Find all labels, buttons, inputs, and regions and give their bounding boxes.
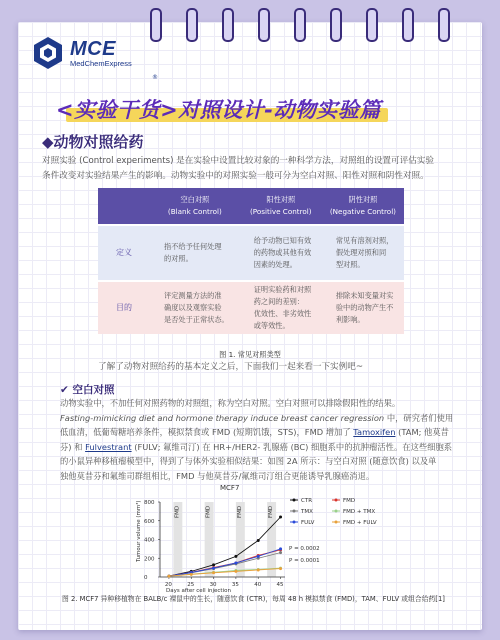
section-heading-blank-control: ✔ 空白对照 xyxy=(60,384,115,396)
intro-paragraph xyxy=(42,154,462,184)
x-tick-label: 45 xyxy=(276,582,284,588)
p-value-label: P = 0.0002 xyxy=(289,546,320,552)
cell-line: 利影响。 xyxy=(335,315,365,324)
data-point xyxy=(167,575,170,578)
legend-label: FMD + FULV xyxy=(343,520,377,526)
binder-rings xyxy=(150,8,480,48)
body-line: 的小鼠异种移植瘤模型中，得到了与体外实验相似结果：如图 2A 所示：与空白对照 (随意饮食) 以及单 xyxy=(60,456,437,466)
cell-line: 验中的动物产生不 xyxy=(335,303,394,312)
data-point xyxy=(190,573,193,576)
body-line xyxy=(60,440,470,455)
y-tick-label: 400 xyxy=(144,537,155,544)
table-cell xyxy=(150,225,240,281)
cell-line: 给予动物已知有效 xyxy=(253,236,312,245)
legend-label: FMD xyxy=(343,498,356,504)
data-point xyxy=(212,567,215,570)
cell-line: 或等效性。 xyxy=(253,321,290,330)
legend-label: FULV xyxy=(301,520,315,526)
legend-marker xyxy=(293,499,296,502)
y-tick-label: 600 xyxy=(144,518,155,525)
table-row xyxy=(98,281,404,334)
body-text: (FULV; 氟维司汀) 在 HR+/HER2- 乳腺癌 (BC) 细胞系中的抗肿瘤活性。在这些细胞系 xyxy=(131,441,453,452)
data-point xyxy=(234,561,237,564)
cell-line: 因素的处理。 xyxy=(253,260,297,269)
legend-marker xyxy=(335,521,338,524)
control-types-table xyxy=(98,188,404,334)
x-tick-label: 25 xyxy=(187,582,195,588)
data-point xyxy=(257,555,260,558)
legend-label: FMD + TMX xyxy=(343,509,376,515)
body-line xyxy=(60,411,470,426)
body-line: 独他莫昔芬和氟维司群组相比，FMD 与他莫昔芬/氟维司汀组合更能诱导乳腺癌消退。 xyxy=(60,470,375,481)
data-point xyxy=(234,570,237,573)
figure-1-caption: 图 1. 常见对照类型 xyxy=(219,350,281,359)
header-zh: 空白对照 xyxy=(180,195,210,204)
data-point xyxy=(234,555,237,558)
table-cell xyxy=(240,281,322,334)
fmd-label: FMD xyxy=(236,505,243,518)
y-axis-label: Tumour volume (mm³) xyxy=(136,500,142,562)
legend-marker xyxy=(335,499,338,502)
cell-line: 指不给予任何处理 xyxy=(164,242,222,251)
binder-ring xyxy=(330,8,342,42)
table-header xyxy=(240,188,322,225)
x-tick-label: 35 xyxy=(231,582,239,588)
cell-line: 药之间的差别： xyxy=(253,297,305,306)
table-header-row xyxy=(98,188,404,225)
tamoxifen-link[interactable]: Tamoxifen xyxy=(353,427,396,437)
body-text: 芬) 和 xyxy=(60,441,86,452)
cell-line: 确度以及观察实验 xyxy=(164,303,222,312)
legend-marker xyxy=(293,510,296,513)
data-point xyxy=(279,567,282,570)
cell-line: 的药物或其他有效 xyxy=(253,248,312,257)
row-label: 目的 xyxy=(98,281,150,334)
table-cell xyxy=(150,281,240,334)
table-cell xyxy=(322,225,404,281)
binder-ring xyxy=(258,8,270,42)
section-heading-animal-control: ◆动物对照给药 xyxy=(42,133,144,151)
page-title: <实验干货>对照设计-动物实验篇 xyxy=(56,98,381,122)
fmd-label: FMD xyxy=(205,505,212,518)
blank-control-paragraph xyxy=(60,396,470,483)
page-title-block xyxy=(56,92,456,126)
x-axis-label: Days after cell injection xyxy=(166,588,231,594)
table-cell xyxy=(322,281,404,334)
cell-line: 优效性、非劣效性 xyxy=(253,309,312,318)
series-line xyxy=(169,517,281,576)
x-tick-label: 40 xyxy=(254,582,262,588)
table-header xyxy=(150,188,240,225)
table-cell xyxy=(240,225,322,281)
cell-line: 排除未知变量对实 xyxy=(335,291,394,300)
cell-line: 证明实验药和对照 xyxy=(253,285,312,294)
binder-ring xyxy=(402,8,414,42)
registered-mark: ® xyxy=(152,74,158,81)
header-zh: 阳性对照 xyxy=(266,195,296,204)
body-text: (TAM; 他莫昔 xyxy=(395,427,449,437)
logo-name: MCE xyxy=(70,38,116,60)
logo-subtitle: MedChemExpress xyxy=(70,59,132,68)
binder-ring xyxy=(150,8,162,42)
data-point xyxy=(279,516,282,519)
table-header xyxy=(322,188,404,225)
y-tick-label: 0 xyxy=(144,575,148,581)
data-point xyxy=(257,568,260,571)
row-label: 定义 xyxy=(98,225,150,281)
cell-line: 常见有溶剂对照， xyxy=(335,236,394,245)
cell-line: 的对照。 xyxy=(164,254,193,263)
mce-logo[interactable] xyxy=(32,36,158,81)
data-point xyxy=(257,539,260,542)
x-tick-label: 20 xyxy=(164,582,172,588)
x-tick-label: 30 xyxy=(209,582,217,588)
legend-marker xyxy=(293,521,296,524)
legend-label: CTR xyxy=(301,498,313,504)
header-en: (Negative Control) xyxy=(329,207,396,216)
table-corner xyxy=(98,188,150,225)
tumour-growth-chart xyxy=(120,482,380,594)
header-zh: 阴性对照 xyxy=(348,195,378,204)
body-line: 动物实验中，不加任何对照药物的对照组，称为空白对照。空白对照可以排除假阳性的结果。 xyxy=(60,398,401,408)
fmd-label: FMD xyxy=(268,505,275,518)
p-value-label: P = 0.0001 xyxy=(289,558,320,564)
header-en: (Blank Control) xyxy=(167,207,222,216)
data-point xyxy=(279,547,282,550)
data-point xyxy=(279,551,282,554)
cell-line: 型对照。 xyxy=(335,260,365,269)
data-point xyxy=(212,563,215,566)
body-text: 中，研究者们使用 xyxy=(384,412,454,423)
binder-ring xyxy=(438,8,450,42)
binder-ring xyxy=(222,8,234,42)
binder-ring xyxy=(186,8,198,42)
cell-line: 是否处于正常状态。 xyxy=(164,315,229,324)
cell-line: 评定测量方法的准 xyxy=(164,291,222,300)
intro-line: 对照实验 (Control experiments) 是在实验中设置比较对象的一种科学方法，对照组的设置可评估实验 xyxy=(42,156,434,166)
chart-title: MCF7 xyxy=(220,484,240,492)
table-row xyxy=(98,225,404,281)
fulvestrant-link[interactable]: Fulvestrant xyxy=(85,441,132,452)
binder-ring xyxy=(366,8,378,42)
fmd-label: FMD xyxy=(174,505,181,518)
transition-text: 了解了动物对照给药的基本定义之后，下面我们一起来看一下实例吧~ xyxy=(98,362,364,372)
data-point xyxy=(212,571,215,574)
figure-2-caption: 图 2. MCF7 异种移植物在 BALB/c 裸鼠中的生长，随意饮食 (CTR)，每周 48 h 模拟禁食 (FMD)，TAM、FULV 或组合给药[1] xyxy=(62,595,445,603)
paper-title: Fasting-mimicking diet and hormone therapy induce breast cancer regression xyxy=(60,412,385,423)
body-line xyxy=(60,425,470,440)
y-tick-label: 800 xyxy=(144,500,155,506)
cell-line: 假处理对照和同 xyxy=(335,248,387,257)
legend-label: TMX xyxy=(301,509,313,515)
hexagon-logo-icon xyxy=(32,36,64,70)
body-text: 低血清，低葡萄糖培养条件，模拟禁食或 FMD (短期饥饿，STS)，FMD 增加了 xyxy=(60,427,354,437)
binder-ring xyxy=(294,8,306,42)
legend-marker xyxy=(335,510,338,513)
y-tick-label: 200 xyxy=(144,556,155,563)
header-en: (Positive Control) xyxy=(250,207,312,216)
intro-line: 条件改变对实验结果产生的影响。动物实验中的对照实验一般可分为空白对照、阳性对照和阴性对照。 xyxy=(42,171,429,181)
